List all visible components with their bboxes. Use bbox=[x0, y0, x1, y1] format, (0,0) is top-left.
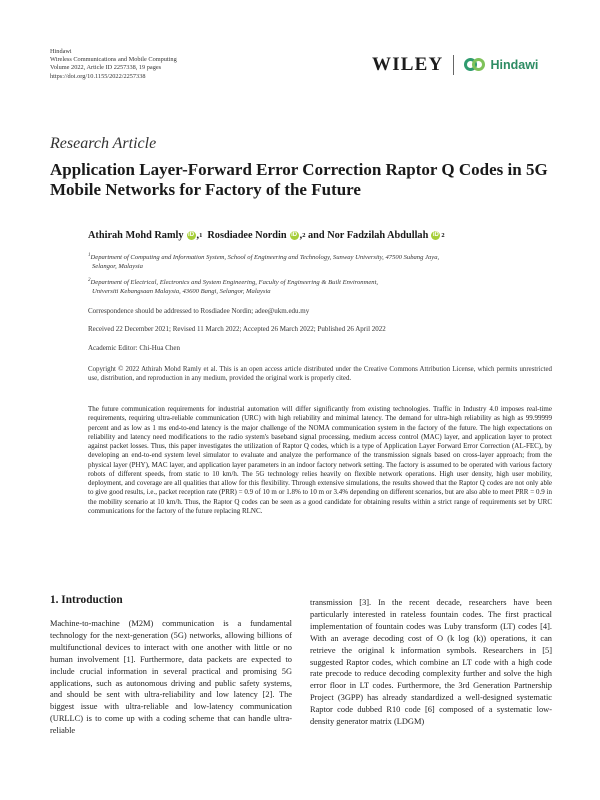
masthead-doi[interactable]: https://doi.org/10.1155/2022/2257338 bbox=[50, 72, 146, 80]
correspondence: Correspondence should be addressed to Rosdiadee Nordin; adee@ukm.edu.my bbox=[88, 307, 310, 315]
orcid-icon[interactable]: iD bbox=[291, 232, 298, 238]
body-column-left: Machine-to-machine (M2M) communication is a fundamental technology for the next-generation (5G) networks, allowing billions of multifunctional devices to interact with one another with little or no human involvement [1]. Furthermore, data packets are expected to include crucial information in several practical and promising 5G applications, such as autonomous driving and public safety systems, and should be sent with ultra-reliability and low latency [2]. The biggest issue with ultra-reliable and low-latency communication (URLLC) is to come up with a coding scheme that can handle ultra-reliable bbox=[50, 619, 292, 736]
article-title: Application Layer-Forward Error Correction Raptor Q Codes in 5G Mobile Networks for Factory of the Future bbox=[50, 160, 548, 199]
orcid-icon[interactable]: iD bbox=[432, 232, 439, 238]
journal-masthead bbox=[50, 48, 177, 81]
orcid-icon[interactable]: iD bbox=[188, 232, 195, 238]
hindawi-rings-icon bbox=[464, 57, 486, 73]
abstract: The future communication requirements for industrial automation will differ significantly from existing technologies. Traffic in Industry 4.0 imposes real-time requirements, requiring ultra-reliable communication (URC) with high reliability and minimal latency. The demand for ultra-high reliability as high as 99.99999 percent and as low as 1 ms end-to-end latency is the major challenge of the NOMA communication system in the factory of the future. The high expectations on reliability and latency need modifications to the radio system's baseband signal processing, medium access control (MAC) layer, and application layer to protect against packet losses. Thus, this paper investigates the utilization of Raptor Q codes, which is a type of Application Layer Forward Error Correction (AL-FEC), by developing an end-to-end system level simulator to evaluate and analyze the performance of the transmission signals based on cross-layer approach; from the physical layer (PHY), MAC layer, and application layer parameters in an indoor factory network setting. The factory is assumed to be operated with various factory robots of different speeds, from static to 10 km/h. The 5G technology relies heavily on flexible network operations. High user density, high user mobility, deployment, and coverage are all qualities that allow for this flexibility. Through extensive simulations, the results showed that the Raptor Q codes are not only able to give good results, i.e., packet reception rate (PRR) = 0.9 of 10 m or 1.8% to 10 m or 3.4% depending on different scenarios, but are also able to meet PRR = 0.9 in the mobility scenario at 10 km/h. Thus, the Raptor Q codes can be seen as a good candidate for obtaining results within a strict range of requirements set by URC communications for the factory of the future replacing RLNC. bbox=[88, 405, 552, 515]
publication-dates: Received 22 December 2021; Revised 11 March 2022; Accepted 26 March 2022; Published 26 April 2022 bbox=[88, 325, 386, 333]
logo-divider bbox=[453, 55, 454, 75]
academic-editor: Academic Editor: Chi-Hua Chen bbox=[88, 344, 180, 352]
masthead-volume: Volume 2022, Article ID 2257338, 19 pages bbox=[50, 64, 162, 72]
section-heading: 1. Introduction bbox=[50, 594, 123, 606]
publisher-logos bbox=[372, 54, 538, 76]
affiliation-1: $^1$Department of Computing and Information System, School of Engineering and Technology, Sunway University, 47500 Subang Jaya, Selangor, Malaysia bbox=[88, 253, 440, 270]
article-type: Research Article bbox=[50, 135, 157, 152]
masthead-publisher: Hindawi bbox=[50, 48, 72, 55]
masthead-journal: Wireless Communications and Mobile Computing bbox=[50, 56, 177, 64]
copyright-notice: Copyright © 2022 Athirah Mohd Ramly et al. This is an open access article distributed under the Creative Commons Attribution License, which permits unrestricted use, distribution, and reproduction in any medium, provided the original work is properly cited. bbox=[88, 366, 552, 382]
wiley-logo: WILEY bbox=[372, 54, 444, 75]
hindawi-wordmark: Hindawi bbox=[490, 58, 539, 72]
author-name[interactable]: Rosdiadee Nordin bbox=[207, 230, 287, 241]
hindawi-logo bbox=[464, 57, 538, 73]
author-list: Athirah Mohd Ramly iD , 1 Rosdiadee Nordin iD , 2 and Nor Fadzilah Abdullah iD 2 bbox=[88, 230, 445, 241]
affiliation-2: $^2$Department of Electrical, Electronics and System Engineering, Faculty of Engineering & Built Environment, Universiti Kebangsaan Malaysia, 43600 Bangi, Selangor, Malaysia bbox=[88, 278, 379, 295]
author-name[interactable]: Athirah Mohd Ramly bbox=[88, 230, 184, 241]
body-column-right: transmission [3]. In the recent decade, researchers have been particularly interested in rateless fountain codes. The first practical implementation of fountain codes was Luby transform (LT) codes [4]. With an average decoding cost of O (k log (k)) operations, it can retrieve the original k information symbols. Researchers in [5] suggested Raptor codes, which combine an LT code with a high code rate precode to reduce decoding complexity further and solve the high error floor in LT codes. Furthermore, the 3rd Generation Partnership Project (3GPP) has already standardized a well-designed systematic Raptor code dubbed R10 code [6] composed of a systematic low-density generator matrix (LDGM) bbox=[310, 598, 552, 727]
author-name[interactable]: Nor Fadzilah Abdullah bbox=[327, 230, 429, 241]
